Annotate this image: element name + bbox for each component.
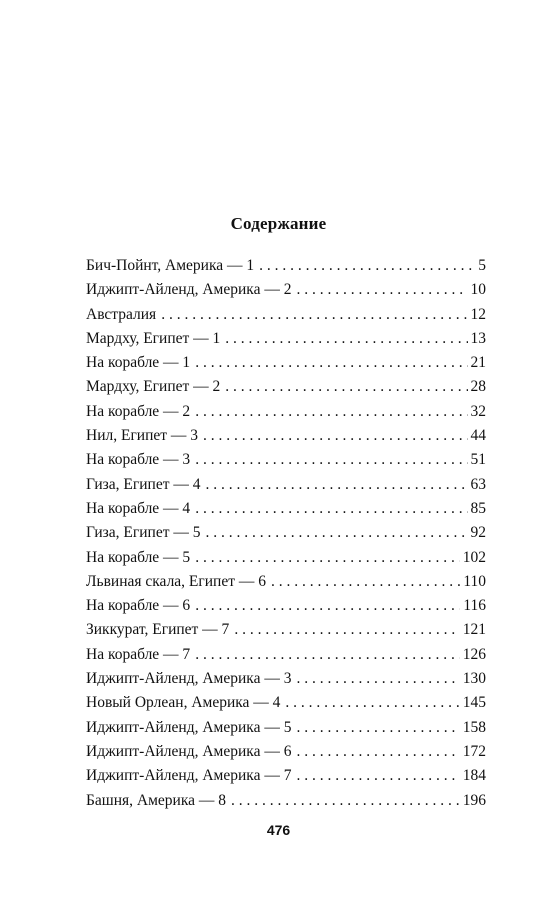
toc-entry-label: Гиза, Египет — 5 bbox=[86, 524, 201, 542]
toc-entry bbox=[86, 645, 486, 669]
toc-entry bbox=[86, 329, 486, 353]
toc-entry bbox=[86, 766, 486, 790]
toc-entry-label: Зиккурат, Египет — 7 bbox=[86, 621, 230, 639]
toc-dot-leader bbox=[296, 718, 459, 738]
toc-dot-leader bbox=[296, 766, 459, 786]
toc-entry-page: 172 bbox=[462, 742, 486, 760]
toc-entry bbox=[86, 353, 486, 377]
toc-entry-page: 92 bbox=[470, 524, 486, 542]
toc-dot-leader bbox=[296, 742, 459, 762]
toc-entry-page: 85 bbox=[470, 499, 486, 517]
toc-entry-label: Мардху, Египет — 1 bbox=[86, 329, 221, 347]
toc-entry-page: 44 bbox=[470, 427, 486, 445]
toc-entry bbox=[86, 305, 486, 329]
toc-entry bbox=[86, 693, 486, 717]
toc-dot-leader bbox=[195, 499, 467, 519]
toc-entry-label: Новый Орлеан, Америка — 4 bbox=[86, 694, 281, 712]
toc-dot-leader bbox=[195, 548, 460, 568]
toc-dot-leader bbox=[225, 377, 467, 397]
toc-dot-leader bbox=[271, 572, 460, 592]
toc-entry-page: 184 bbox=[462, 767, 486, 785]
toc-dot-leader bbox=[285, 693, 459, 713]
toc-entry-label: На корабле — 7 bbox=[86, 645, 191, 663]
toc-dot-leader bbox=[195, 353, 467, 373]
toc-entry-label: Иджипт-Айленд, Америка — 5 bbox=[86, 718, 292, 736]
toc-title: Содержание bbox=[230, 214, 327, 233]
toc-entry-label: Иджипт-Айленд, Америка — 7 bbox=[86, 767, 292, 785]
toc-entry-label: Австралия bbox=[86, 305, 157, 323]
toc-entry bbox=[86, 548, 486, 572]
toc-entry-page: 116 bbox=[463, 597, 486, 615]
toc-entry-page: 110 bbox=[463, 572, 486, 590]
toc-dot-leader bbox=[206, 475, 468, 495]
toc-entry-page: 130 bbox=[462, 670, 486, 688]
toc-dot-leader bbox=[203, 426, 467, 446]
toc-entry-label: На корабле — 2 bbox=[86, 402, 191, 420]
toc-entry bbox=[86, 596, 486, 620]
toc-entry bbox=[86, 256, 486, 280]
toc-entry-page: 13 bbox=[470, 329, 486, 347]
toc-entry-label: Львиная скала, Египет — 6 bbox=[86, 572, 266, 590]
toc-entry-label: На корабле — 6 bbox=[86, 597, 191, 615]
toc-entry bbox=[86, 791, 486, 815]
toc-entry-page: 5 bbox=[478, 257, 486, 274]
page-number: 476 bbox=[266, 822, 291, 838]
toc-entry bbox=[86, 499, 486, 523]
toc-entry-label: Башня, Америка — 8 bbox=[86, 791, 226, 809]
toc-entry-page: 196 bbox=[462, 791, 486, 809]
toc-entry-label: Бич-Пойнт, Америка — 1 bbox=[86, 257, 255, 274]
toc-entry-page: 51 bbox=[470, 451, 486, 469]
toc-dot-leader bbox=[195, 645, 460, 665]
toc-entry-label: Иджипт-Айленд, Америка — 6 bbox=[86, 742, 292, 760]
toc-entry-label: На корабле — 4 bbox=[86, 499, 191, 517]
toc-entry bbox=[86, 620, 486, 644]
toc-dot-leader bbox=[195, 450, 467, 470]
toc-entry-page: 32 bbox=[470, 402, 486, 420]
toc-entry-page: 21 bbox=[470, 354, 486, 372]
toc-entry-page: 102 bbox=[462, 548, 486, 566]
toc-entry bbox=[86, 450, 486, 474]
toc-dot-leader bbox=[296, 669, 459, 689]
toc-entry-label: На корабле — 1 bbox=[86, 354, 191, 372]
toc-entry bbox=[86, 718, 486, 742]
toc-entry-page: 145 bbox=[462, 694, 486, 712]
toc-entry-page: 158 bbox=[462, 718, 486, 736]
toc-dot-leader bbox=[195, 596, 460, 616]
toc-dot-leader bbox=[296, 280, 467, 300]
toc-entry-label: Мардху, Египет — 2 bbox=[86, 378, 221, 396]
toc-entry bbox=[86, 523, 486, 547]
toc-entry bbox=[86, 669, 486, 693]
toc-dot-leader bbox=[259, 256, 475, 276]
toc-entry-page: 12 bbox=[470, 305, 486, 323]
toc-entry-label: Гиза, Египет — 4 bbox=[86, 475, 201, 493]
toc-entry-label: Нил, Египет — 3 bbox=[86, 427, 199, 445]
toc-entry-page: 28 bbox=[470, 378, 486, 396]
toc-entry-label: Иджипт-Айленд, Америка — 2 bbox=[86, 281, 292, 299]
toc-entry bbox=[86, 280, 486, 304]
toc-entry bbox=[86, 742, 486, 766]
toc-entry bbox=[86, 572, 486, 596]
toc-entry-label: На корабле — 3 bbox=[86, 451, 191, 469]
toc-entry bbox=[86, 377, 486, 401]
toc-entry bbox=[86, 402, 486, 426]
toc-entry-label: На корабле — 5 bbox=[86, 548, 191, 566]
toc-entry-page: 63 bbox=[470, 475, 486, 493]
toc-entry-page: 10 bbox=[470, 281, 486, 299]
toc-entry-page: 121 bbox=[462, 621, 486, 639]
toc-dot-leader bbox=[206, 523, 468, 543]
toc-entry-label: Иджипт-Айленд, Америка — 3 bbox=[86, 670, 292, 688]
toc-dot-leader bbox=[231, 791, 460, 811]
toc-dot-leader bbox=[195, 402, 467, 422]
toc-dot-leader bbox=[161, 305, 467, 325]
toc-entry bbox=[86, 475, 486, 499]
toc-list bbox=[86, 256, 486, 815]
toc-dot-leader bbox=[234, 620, 459, 640]
toc-entry bbox=[86, 426, 486, 450]
toc-entry-page: 126 bbox=[462, 645, 486, 663]
toc-dot-leader bbox=[225, 329, 467, 349]
